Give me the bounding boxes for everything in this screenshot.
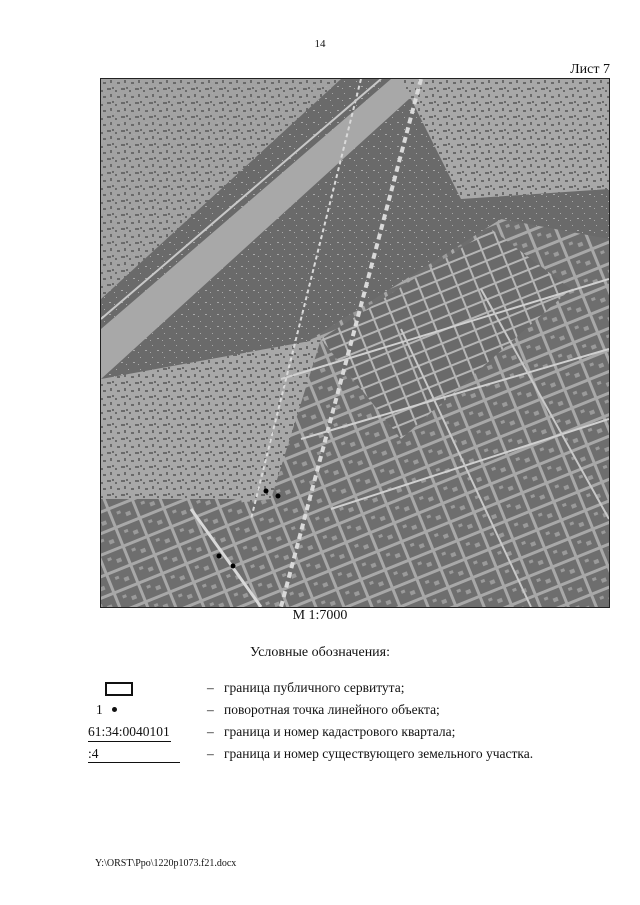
legend-text: граница и номер существующего земельного участка. (224, 746, 534, 761)
legend-item-servitude (0, 680, 640, 700)
legend-text: граница публичного сервитута; (224, 680, 405, 695)
legend-text: граница и номер кадастрового квартала; (224, 724, 456, 739)
land-parcel-symbol (88, 746, 184, 766)
turning-point-3 (217, 554, 222, 559)
legend-dash: – (207, 724, 214, 739)
turning-point-4 (231, 564, 236, 569)
legend-dash: – (207, 702, 214, 717)
cadastral-quarter-number: 61:34:0040101 (88, 724, 171, 742)
rectangle-outline-icon (88, 680, 184, 700)
built-area-bottom-left (101, 499, 261, 607)
legend-item-land-parcel (0, 746, 640, 766)
point-dot-icon (112, 707, 117, 712)
legend-dash: – (207, 746, 214, 761)
aerial-map (100, 78, 610, 608)
land-parcel-number: :4 (88, 746, 180, 763)
footer-file-path: Y:\ORST\Ppo\1220p1073.f21.docx (95, 858, 237, 869)
turning-point-2 (276, 494, 281, 499)
sheet-label: Лист 7 (570, 62, 610, 77)
legend-text: поворотная точка линейного объекта; (224, 702, 440, 717)
legend-item-turning-point (0, 702, 640, 722)
legend-dash: – (207, 680, 214, 695)
point-number: 1 (96, 702, 103, 717)
map-scale: М 1:7000 (292, 608, 348, 623)
numbered-point-icon (88, 702, 184, 722)
legend-title: Условные обозначения: (249, 645, 391, 660)
cadastral-quarter-symbol (88, 724, 184, 744)
turning-point-1 (264, 489, 269, 494)
legend-item-cadastral-quarter (0, 724, 640, 744)
page-number: 14 (314, 38, 326, 50)
